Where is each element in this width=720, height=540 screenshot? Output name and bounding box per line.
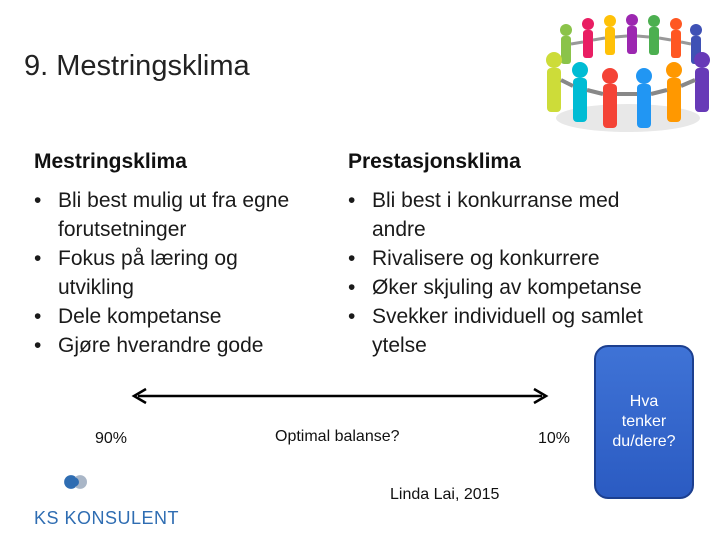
prestasjonsklima-heading: Prestasjonsklima <box>348 150 521 173</box>
list-item: • Bli best i konkurranse med andre <box>348 186 693 244</box>
prestasjonsklima-list <box>348 186 693 360</box>
double-arrow-icon <box>130 386 550 406</box>
question-callout <box>594 345 694 499</box>
list-item: • Bli best mulig ut fra egne forutsetninger <box>34 186 334 244</box>
slide-title: 9. Mestringsklima <box>24 50 250 82</box>
scale-center-label: Optimal balanse? <box>275 428 400 445</box>
ks-konsulent-logo <box>34 474 164 506</box>
list-item: • Gjøre hverandre gode <box>34 331 334 360</box>
mestringsklima-list <box>34 186 334 360</box>
mestringsklima-heading: Mestringsklima <box>34 150 187 173</box>
scale-right-label: 10% <box>538 430 571 447</box>
list-item: • Fokus på læring og utvikling <box>34 244 334 302</box>
credit-text: Linda Lai, 2015 <box>390 486 500 503</box>
scale-left-label: 90% <box>95 430 128 447</box>
callout-text: Hva tenker du/dere? <box>612 393 676 450</box>
logo-text: KS KONSULENT <box>34 508 180 528</box>
list-item: • Svekker individuell og samlet ytelse <box>348 302 693 360</box>
list-item: • Øker skjuling av kompetanse <box>348 273 693 302</box>
people-circle-image <box>536 8 720 138</box>
list-item: • Rivalisere og konkurrere <box>348 244 693 273</box>
list-item: • Dele kompetanse <box>34 302 334 331</box>
